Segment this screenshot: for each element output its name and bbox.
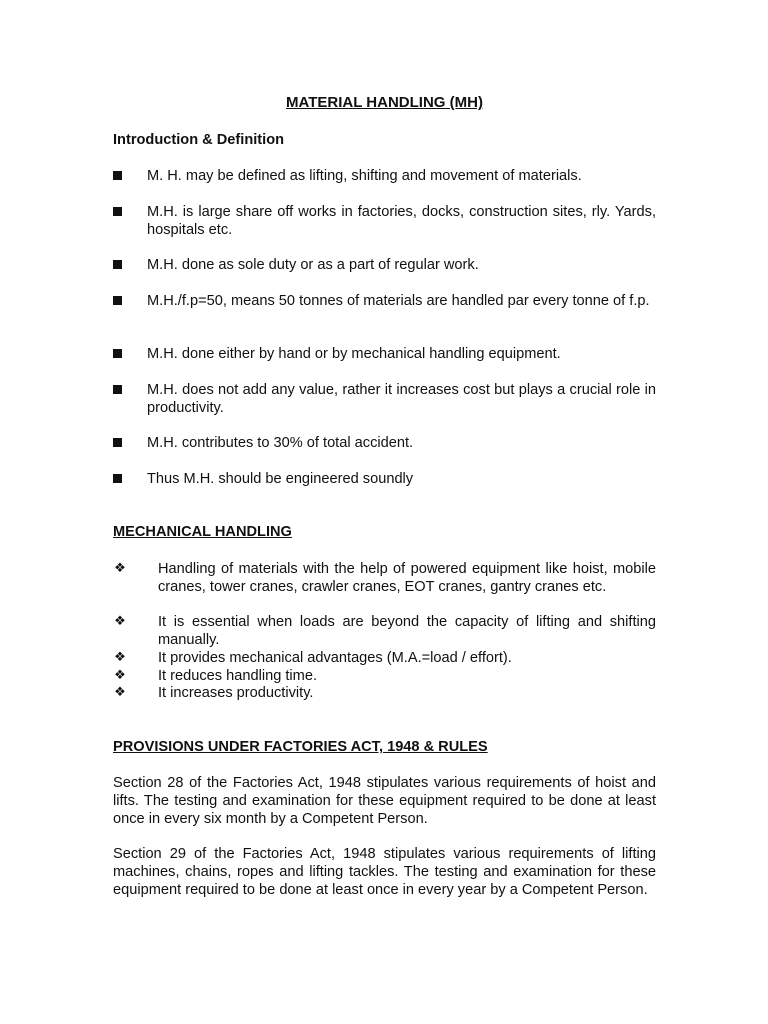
square-bullet-icon (113, 207, 122, 216)
square-bullet-icon (113, 438, 122, 447)
mechanical-item-text: It increases productivity. (158, 685, 314, 701)
provisions-paragraph: Section 28 of the Factories Act, 1948 stipulates various requirements of hoist and lifts. The testing and examination for these equipment required to be done at least once in every six month by a Competent Person. (113, 775, 656, 827)
provisions-heading: PROVISIONS UNDER FACTORIES ACT, 1948 & RULES (113, 739, 488, 755)
mechanical-item-text: It provides mechanical advantages (M.A.=load / effort). (158, 650, 512, 666)
diamond-bullet-icon: ❖ (114, 650, 126, 665)
diamond-bullet-icon: ❖ (114, 685, 126, 700)
square-bullet-icon (113, 171, 122, 180)
square-bullet-icon (113, 260, 122, 269)
square-bullet-icon (113, 385, 122, 394)
intro-heading: Introduction & Definition (113, 132, 285, 148)
mechanical-item-text: Handling of materials with the help of powered equipment like hoist, mobile cranes, tower cranes, crawler cranes, EOT cranes, gantry cranes etc. (158, 561, 656, 595)
mechanical-item-text: It reduces handling time. (158, 668, 317, 684)
intro-item-text: M.H./f.p=50, means 50 tonnes of materials are handled par every tonne of f.p. (147, 293, 650, 309)
page-title: MATERIAL HANDLING (MH) (286, 94, 483, 111)
intro-item-text: M.H. done as sole duty or as a part of regular work. (147, 257, 479, 273)
intro-item-text: Thus M.H. should be engineered soundly (147, 471, 414, 487)
square-bullet-icon (113, 349, 122, 358)
intro-item-text: M.H. does not add any value, rather it increases cost but plays a crucial role in productivity. (147, 382, 656, 416)
provisions-paragraph: Section 29 of the Factories Act, 1948 stipulates various requirements of lifting machines, chains, ropes and lifting tackles. The testing and examination for these equipment required to be done at least once in every year by a Competent Person. (113, 846, 656, 898)
intro-item-text: M.H. is large share off works in factories, docks, construction sites, rly. Yards, hospitals etc. (147, 204, 656, 238)
diamond-bullet-icon: ❖ (114, 561, 126, 576)
intro-item-text: M.H. done either by hand or by mechanical handling equipment. (147, 346, 561, 362)
square-bullet-icon (113, 474, 122, 483)
mechanical-heading: MECHANICAL HANDLING (113, 524, 292, 540)
diamond-bullet-icon: ❖ (114, 668, 126, 683)
intro-item-text: M.H. contributes to 30% of total accident. (147, 435, 414, 451)
mechanical-item-text: It is essential when loads are beyond the capacity of lifting and shifting manually. (158, 614, 656, 648)
intro-item-text: M. H. may be defined as lifting, shifting and movement of materials. (147, 168, 582, 184)
square-bullet-icon (113, 296, 122, 305)
diamond-bullet-icon: ❖ (114, 614, 126, 629)
